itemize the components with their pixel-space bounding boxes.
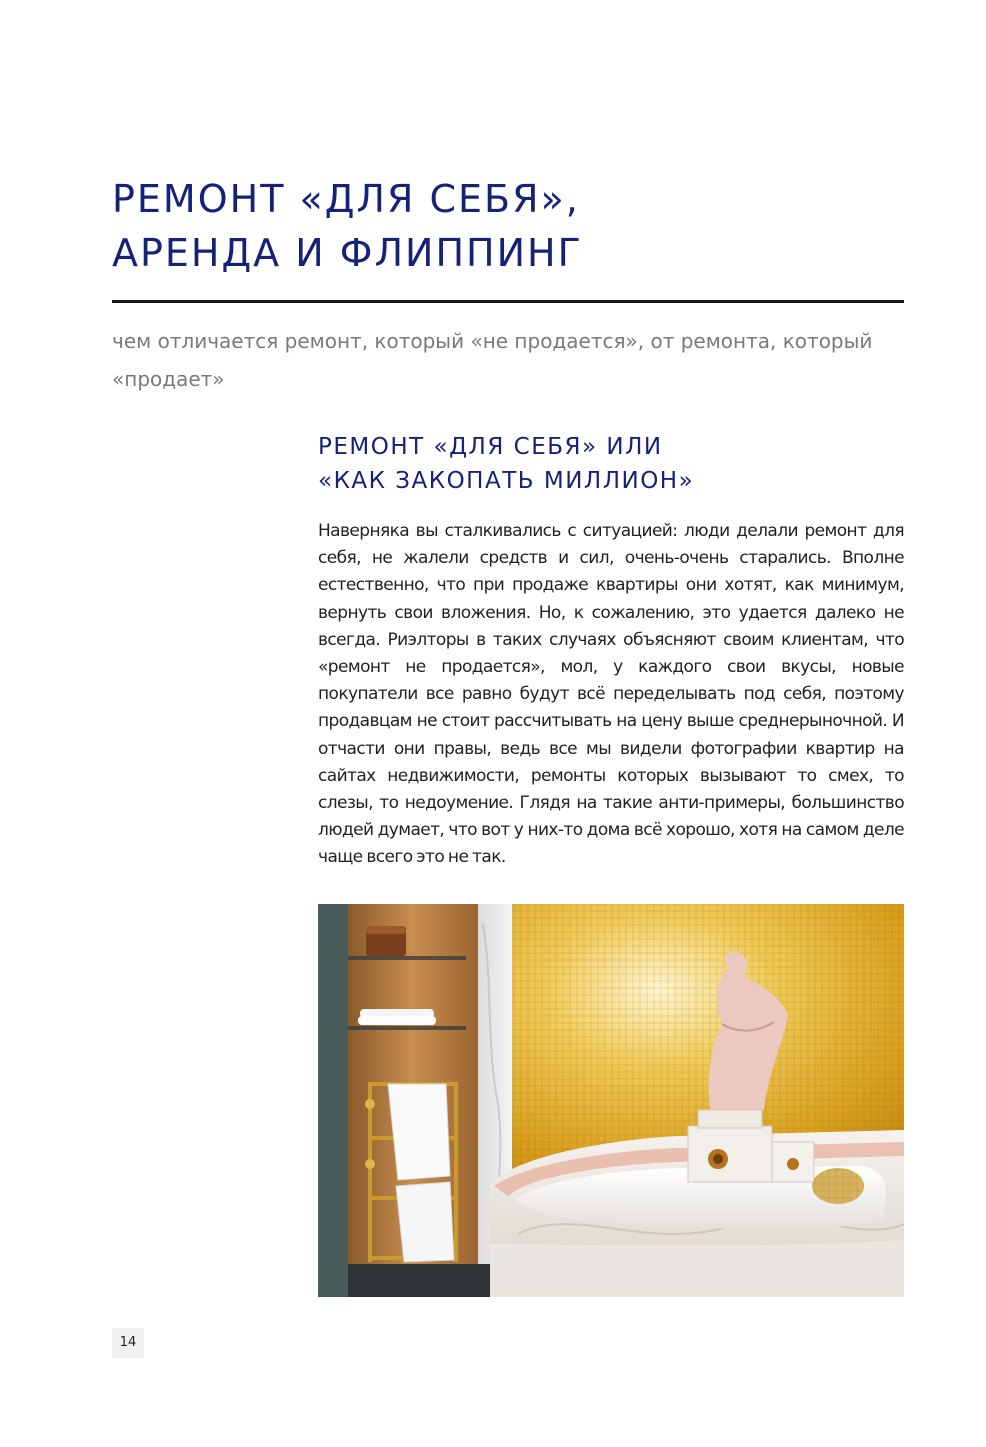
body-paragraph: Наверняка вы сталкивались с ситуацией: люди делали ремонт для себя, не жалели средств и сил, очень-очень старались. Вполне естественно, что при продаже квартиры они хотят, как минимум, вернуть свои вложения. Но, к сожалению, это удается далеко не всегда. Риэлторы в таких случаях объясняют своим клиентам, что «ремонт не продается», мол, у каждого свои вкусы, новые покупатели все равно будут всё переделывать под себя, поэтому продавцам не стоит рассчитывать на цену выше среднерыночной. И отчасти они правы, ведь все мы видели фотографии квартир на сайтах недвижимости, ремонты которых вызывают то смех, то слезы, то недоумение. Глядя на такие анти-примеры, большинство людей думает, что вот у них-то дома всё хорошо, хотя на самом деле чаще всего это не так.	[318, 521, 904, 868]
chapter-title-line-1: РЕМОНТ «ДЛЯ СЕБЯ»,	[112, 177, 580, 221]
dark-wall-edge	[318, 904, 348, 1297]
section-title-line-2: «КАК ЗАКОПАТЬ МИЛЛИОН»	[318, 468, 695, 494]
chapter-title-line-2: АРЕНДА И ФЛИППИНГ	[112, 231, 583, 275]
section-title	[318, 430, 918, 498]
bathroom-photo	[318, 904, 904, 1297]
chapter-subtitle: чем отличается ремонт, который «не продается», от ремонта, который «продает»	[112, 329, 873, 391]
page-number: 14	[112, 1328, 144, 1358]
section-title-line-1: РЕМОНТ «ДЛЯ СЕБЯ» ИЛИ	[318, 434, 663, 460]
chapter-title	[112, 172, 912, 280]
title-divider	[112, 300, 904, 303]
